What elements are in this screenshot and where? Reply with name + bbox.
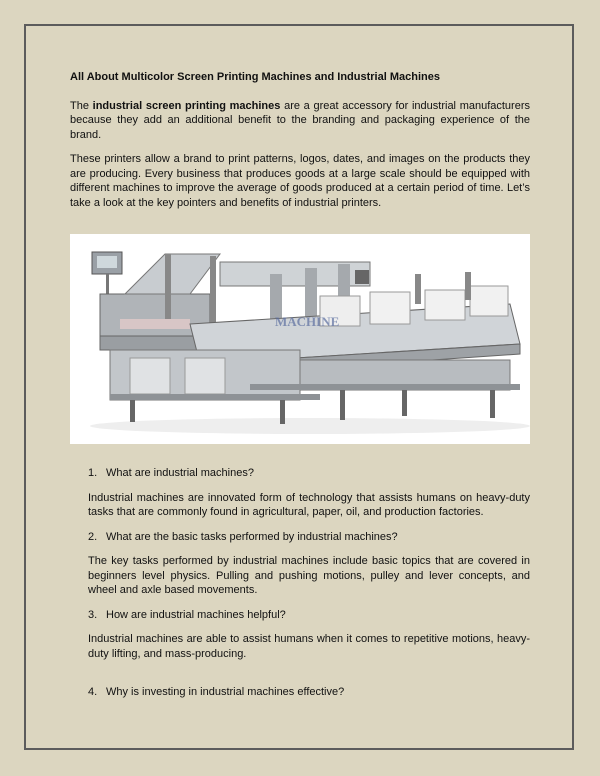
faq-question-3: 3. How are industrial machines helpful? bbox=[88, 608, 286, 621]
document-body bbox=[70, 70, 530, 710]
body-paragraph: These printers allow a brand to print patterns, logos, dates, and images on the products they are producing. Every business that produces goods at a large scale should be equipped with different machines to improve the average of goods produced at a certain period of time. Let’s take a look at the key pointers and benefits of industrial printers. bbox=[70, 153, 530, 209]
faq-answer-2: The key tasks performed by industrial machines include basic topics that are covered in beginners level physics. Pulling and pushing motions, pulley and lever concepts, and wheel and axle based movements. bbox=[88, 555, 530, 596]
faq-question-4: 4. Why is investing in industrial machines effective? bbox=[88, 686, 345, 698]
faq-answer-3: Industrial machines are able to assist humans when it comes to repetitive motions, heavy-duty lifting, and mass-producing. bbox=[88, 633, 530, 660]
intro-suffix: are a great accessory for industrial manufacturers because they add an additional benefit to the branding and packaging experience of the brand. bbox=[70, 99, 530, 141]
faq-question-1: 1. What are industrial machines? bbox=[88, 467, 254, 479]
machine-photo bbox=[70, 234, 530, 444]
intro-bold-link: industrial screen printing machines bbox=[92, 99, 281, 112]
machine-illustration bbox=[70, 234, 530, 444]
watermark-text: MACHINE bbox=[275, 314, 340, 329]
document-title: All About Multicolor Screen Printing Machines and Industrial Machines bbox=[70, 71, 440, 83]
faq-answer-1: Industrial machines are innovated form of technology that assists humans on heavy-duty tasks that are commonly found in agricultural, paper, oil, and production factories. bbox=[88, 491, 530, 518]
faq-list bbox=[70, 466, 530, 700]
intro-paragraph bbox=[70, 99, 530, 143]
faq-question-2: 2. What are the basic tasks performed by industrial machines? bbox=[88, 530, 398, 543]
spacer bbox=[70, 671, 530, 685]
intro-prefix: The bbox=[70, 99, 93, 112]
